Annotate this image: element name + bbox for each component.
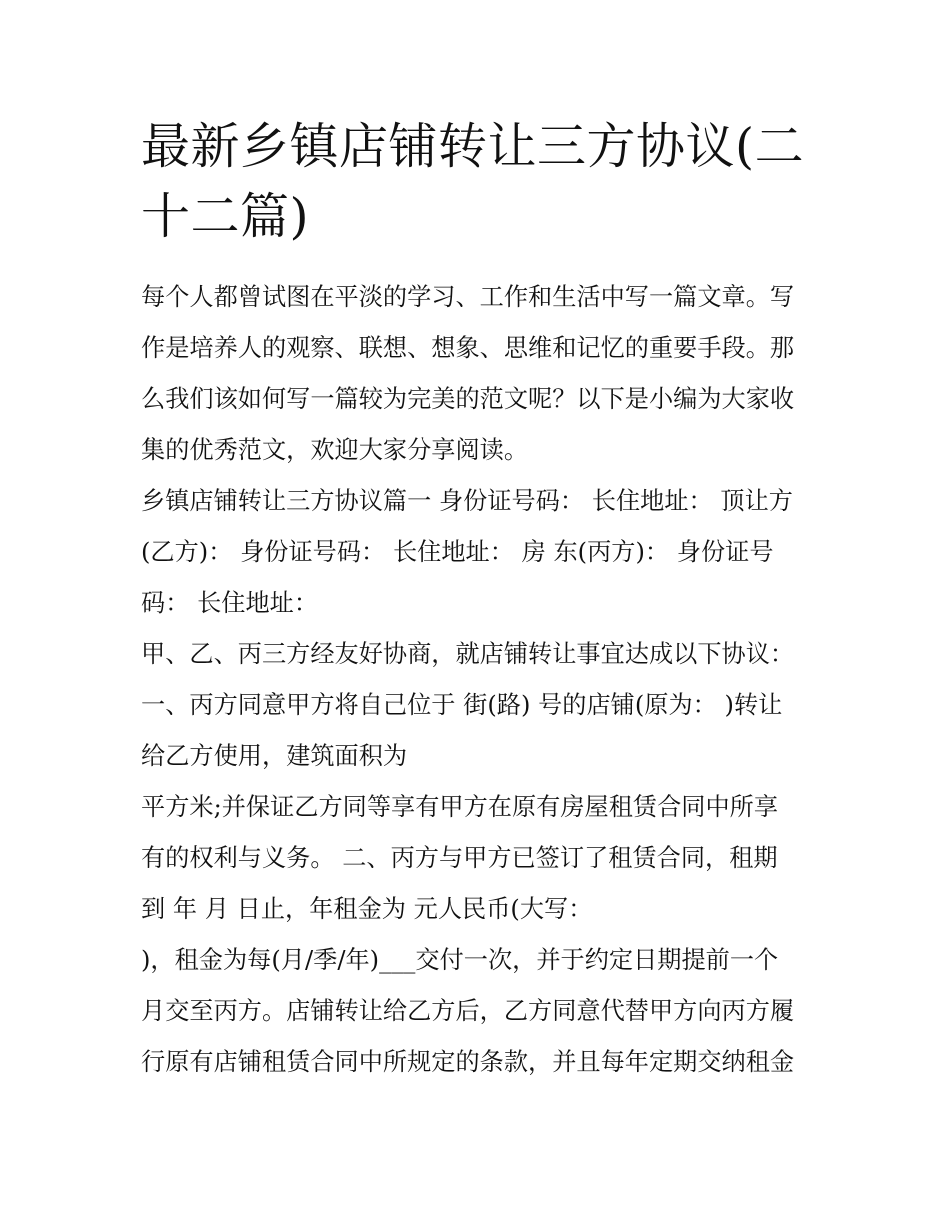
rent-terms-paragraph [141, 935, 813, 1088]
text-line: 给乙方使用，建筑面积为 [141, 742, 408, 770]
text-line: 平方米;并保证乙方同等享有甲方在原有房屋租赁合同中所享 [141, 793, 779, 821]
document-body [141, 112, 813, 1088]
intro-paragraph [141, 272, 813, 476]
text-line: 每个人都曾试图在平淡的学习、工作和生活中写一篇文章。写 [141, 283, 795, 311]
text-line: 一、丙方同意甲方将自己位于 街(路) 号的店铺(原为： )转让 [141, 691, 783, 719]
title-line: 最新乡镇店铺转让三方协议(二 [141, 118, 805, 175]
agreement-parties-paragraph [141, 476, 813, 629]
text-line: 作是培养人的观察、联想、想象、思维和记忆的重要手段。那 [141, 334, 795, 362]
text-line: 码： 长住地址： [141, 589, 319, 617]
text-line: 到 年 月 日止，年租金为 元人民币(大写： [141, 895, 593, 923]
document-title [141, 112, 813, 252]
clause-one [141, 680, 813, 782]
agreement-preamble [141, 629, 813, 680]
text-line: (乙方)： 身份证号码： 长住地址： 房 东(丙方)： 身份证号 [141, 538, 774, 566]
text-line: 有的权利与义务。 二、丙方与甲方已签订了租赁合同，租期 [141, 844, 778, 872]
text-line: 乡镇店铺转让三方协议篇一 身份证号码： 长住地址： 顶让方 [141, 487, 793, 515]
text-line: 甲、乙、丙三方经友好协商，就店铺转让事宜达成以下协议： [141, 640, 795, 668]
text-line: )，租金为每(月/季/年)___交付一次，并于约定日期提前一个 [141, 946, 779, 974]
clause-continuation [141, 782, 813, 935]
text-line: 行原有店铺租赁合同中所规定的条款，并且每年定期交纳租金 [141, 1048, 795, 1076]
title-line: 十二篇) [141, 188, 310, 245]
text-line: 么我们该如何写一篇较为完美的范文呢？以下是小编为大家收 [141, 385, 795, 413]
text-line: 集的优秀范文，欢迎大家分享阅读。 [141, 436, 529, 464]
text-line: 月交至丙方。店铺转让给乙方后，乙方同意代替甲方向丙方履 [141, 997, 795, 1025]
